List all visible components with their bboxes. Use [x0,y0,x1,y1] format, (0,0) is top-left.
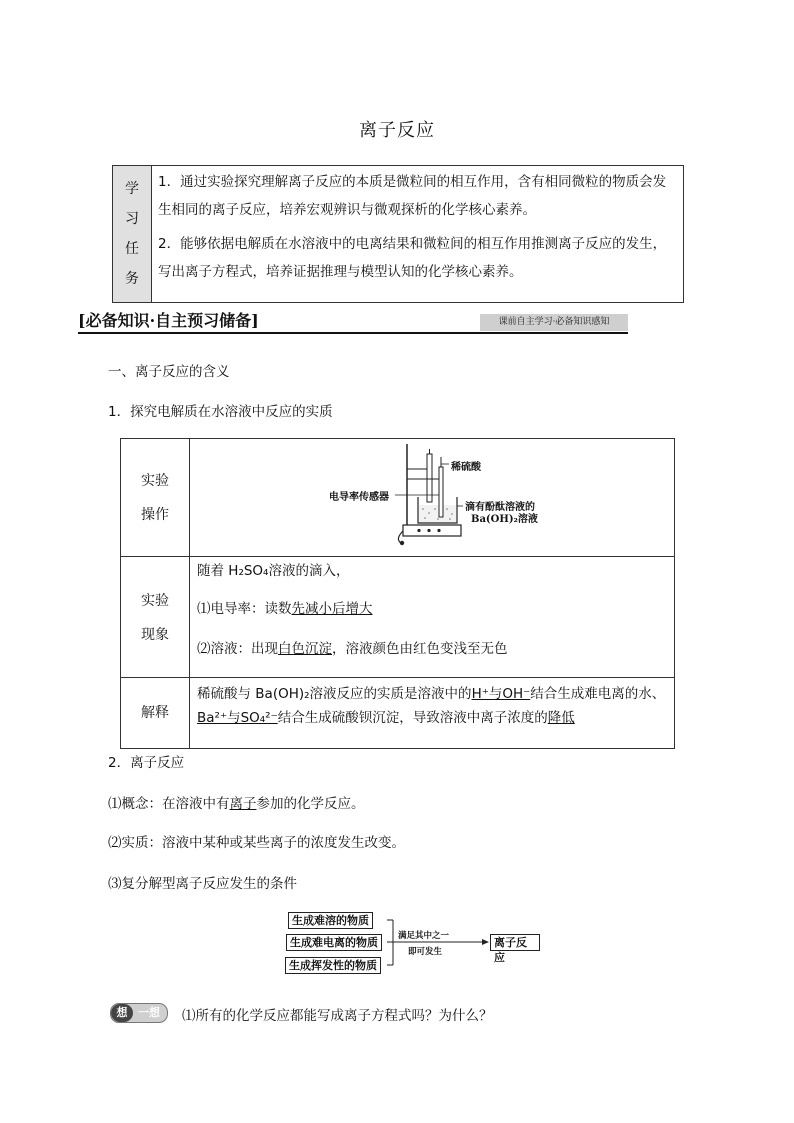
explanation-text [197,682,668,730]
stand-base [403,525,461,536]
obs-conductivity-text: ⑴电导率：读数 [197,601,292,617]
observation-label-line: 实验 [141,592,169,609]
condition-box-3: 生成挥发性的物质 [285,957,381,974]
condition-box-2: 生成难电离的物质 [286,934,382,951]
goals-label [113,166,152,302]
goals-label-char: 务 [125,271,139,287]
obs-solution-text-end: ，溶液颜色由红色变浅至无色 [332,641,508,657]
conditions-flow-diagram [280,908,540,978]
flow-arrowhead [482,939,489,945]
think-question: ⑴所有的化学反应都能写成离子方程式吗？为什么？ [182,1008,493,1024]
obs-conductivity-answer: 先减小后增大 [291,601,373,617]
exp-text-1: 稀硫酸与 Ba(OH)₂溶液反应的实质是溶液中的 [197,686,472,702]
condition-box-1: 生成难溶的物质 [288,912,373,929]
exp-text-2: 结合生成难电离的水、 [530,686,666,702]
label-solution-1: 滴有酚酞溶液的 [465,502,535,513]
learning-goals-box [112,165,684,303]
observation-label-line: 现象 [141,626,169,643]
label-acid: 稀硫酸 [451,462,481,473]
operation-label-line: 操作 [141,506,169,523]
concept-line [108,792,365,812]
concept-text: ⑴概念：在溶液中有 [108,796,230,812]
think-icon [110,1003,168,1023]
result-box: 离子反应 [490,934,540,951]
obs-solution-text: ⑵溶液：出现 [197,641,278,657]
flow-mid-label-2: 即可发生 [408,947,443,957]
essence-line: ⑵实质：溶液中某种或某些离子的浓度发生改变。 [108,835,405,851]
banner-title: [必备知识·自主预习储备] [78,311,259,330]
label-sensor: 电导率传感器 [329,492,389,503]
obs-solution-answer: 白色沉淀 [278,641,332,657]
obs-line-3 [197,637,668,657]
think-icon-main: 想 [111,1004,133,1022]
goal-item-2: 2．能够依据电解质在水溶液中的电离结果和微粒间的相互作用推测离子反应的发生，写出离子方程式，培养证据推理与模型认知的化学核心素养。 [158,236,667,280]
operation-label [121,439,190,556]
flow-mid-label-1: 满足其中之一 [398,931,450,941]
obs-line-1: 随着 H₂SO₄溶液的滴入， [197,563,350,579]
section1-heading: 一、离子反应的含义 [108,364,230,380]
operation-label-line: 实验 [141,472,169,489]
goals-label-char: 习 [125,211,139,227]
page-title: 离子反应 [359,120,435,141]
banner-tag: 课前自主学习·必备知识感知 [480,314,628,331]
row-operation [121,439,674,556]
experiment-table [120,438,675,749]
row-observation [121,556,674,678]
row-explanation [121,677,674,748]
concept-text-end: 参加的化学反应。 [256,796,365,812]
explanation-label: 解释 [121,678,190,748]
observation-label [121,557,190,678]
concept-answer: 离子 [229,796,257,812]
obs-line-2 [197,597,668,617]
goals-label-char: 任 [125,241,139,257]
goals-label-char: 学 [125,181,139,197]
exp-answer-2: Ba²⁺与SO₄²⁻ [197,710,278,726]
exp-text-3: 结合生成硫酸钡沉淀，导致溶液中离子浓度的 [277,710,548,726]
goal-item-1: 1．通过实验探究理解离子反应的本质是微粒间的相互作用，含有相同微粒的物质会发生相同的离子反应，培养宏观辨识与微观探析的化学核心素养。 [158,174,667,218]
section2-heading: 2．离子反应 [108,755,185,771]
sensor-probe [439,467,443,517]
section1-sub1: 1．探究电解质在水溶液中反应的实质 [108,404,333,420]
banner-underline [78,332,628,334]
exp-answer-1: H⁺与OH⁻ [471,686,531,702]
goals-text [158,168,677,292]
conditions-line: ⑶复分解型离子反应发生的条件 [108,876,297,892]
think-icon-tail: 一想 [138,1006,160,1019]
section-banner [78,308,628,334]
label-solution-2: Ba(OH)₂溶液 [471,514,538,525]
exp-answer-3: 降低 [547,710,575,726]
